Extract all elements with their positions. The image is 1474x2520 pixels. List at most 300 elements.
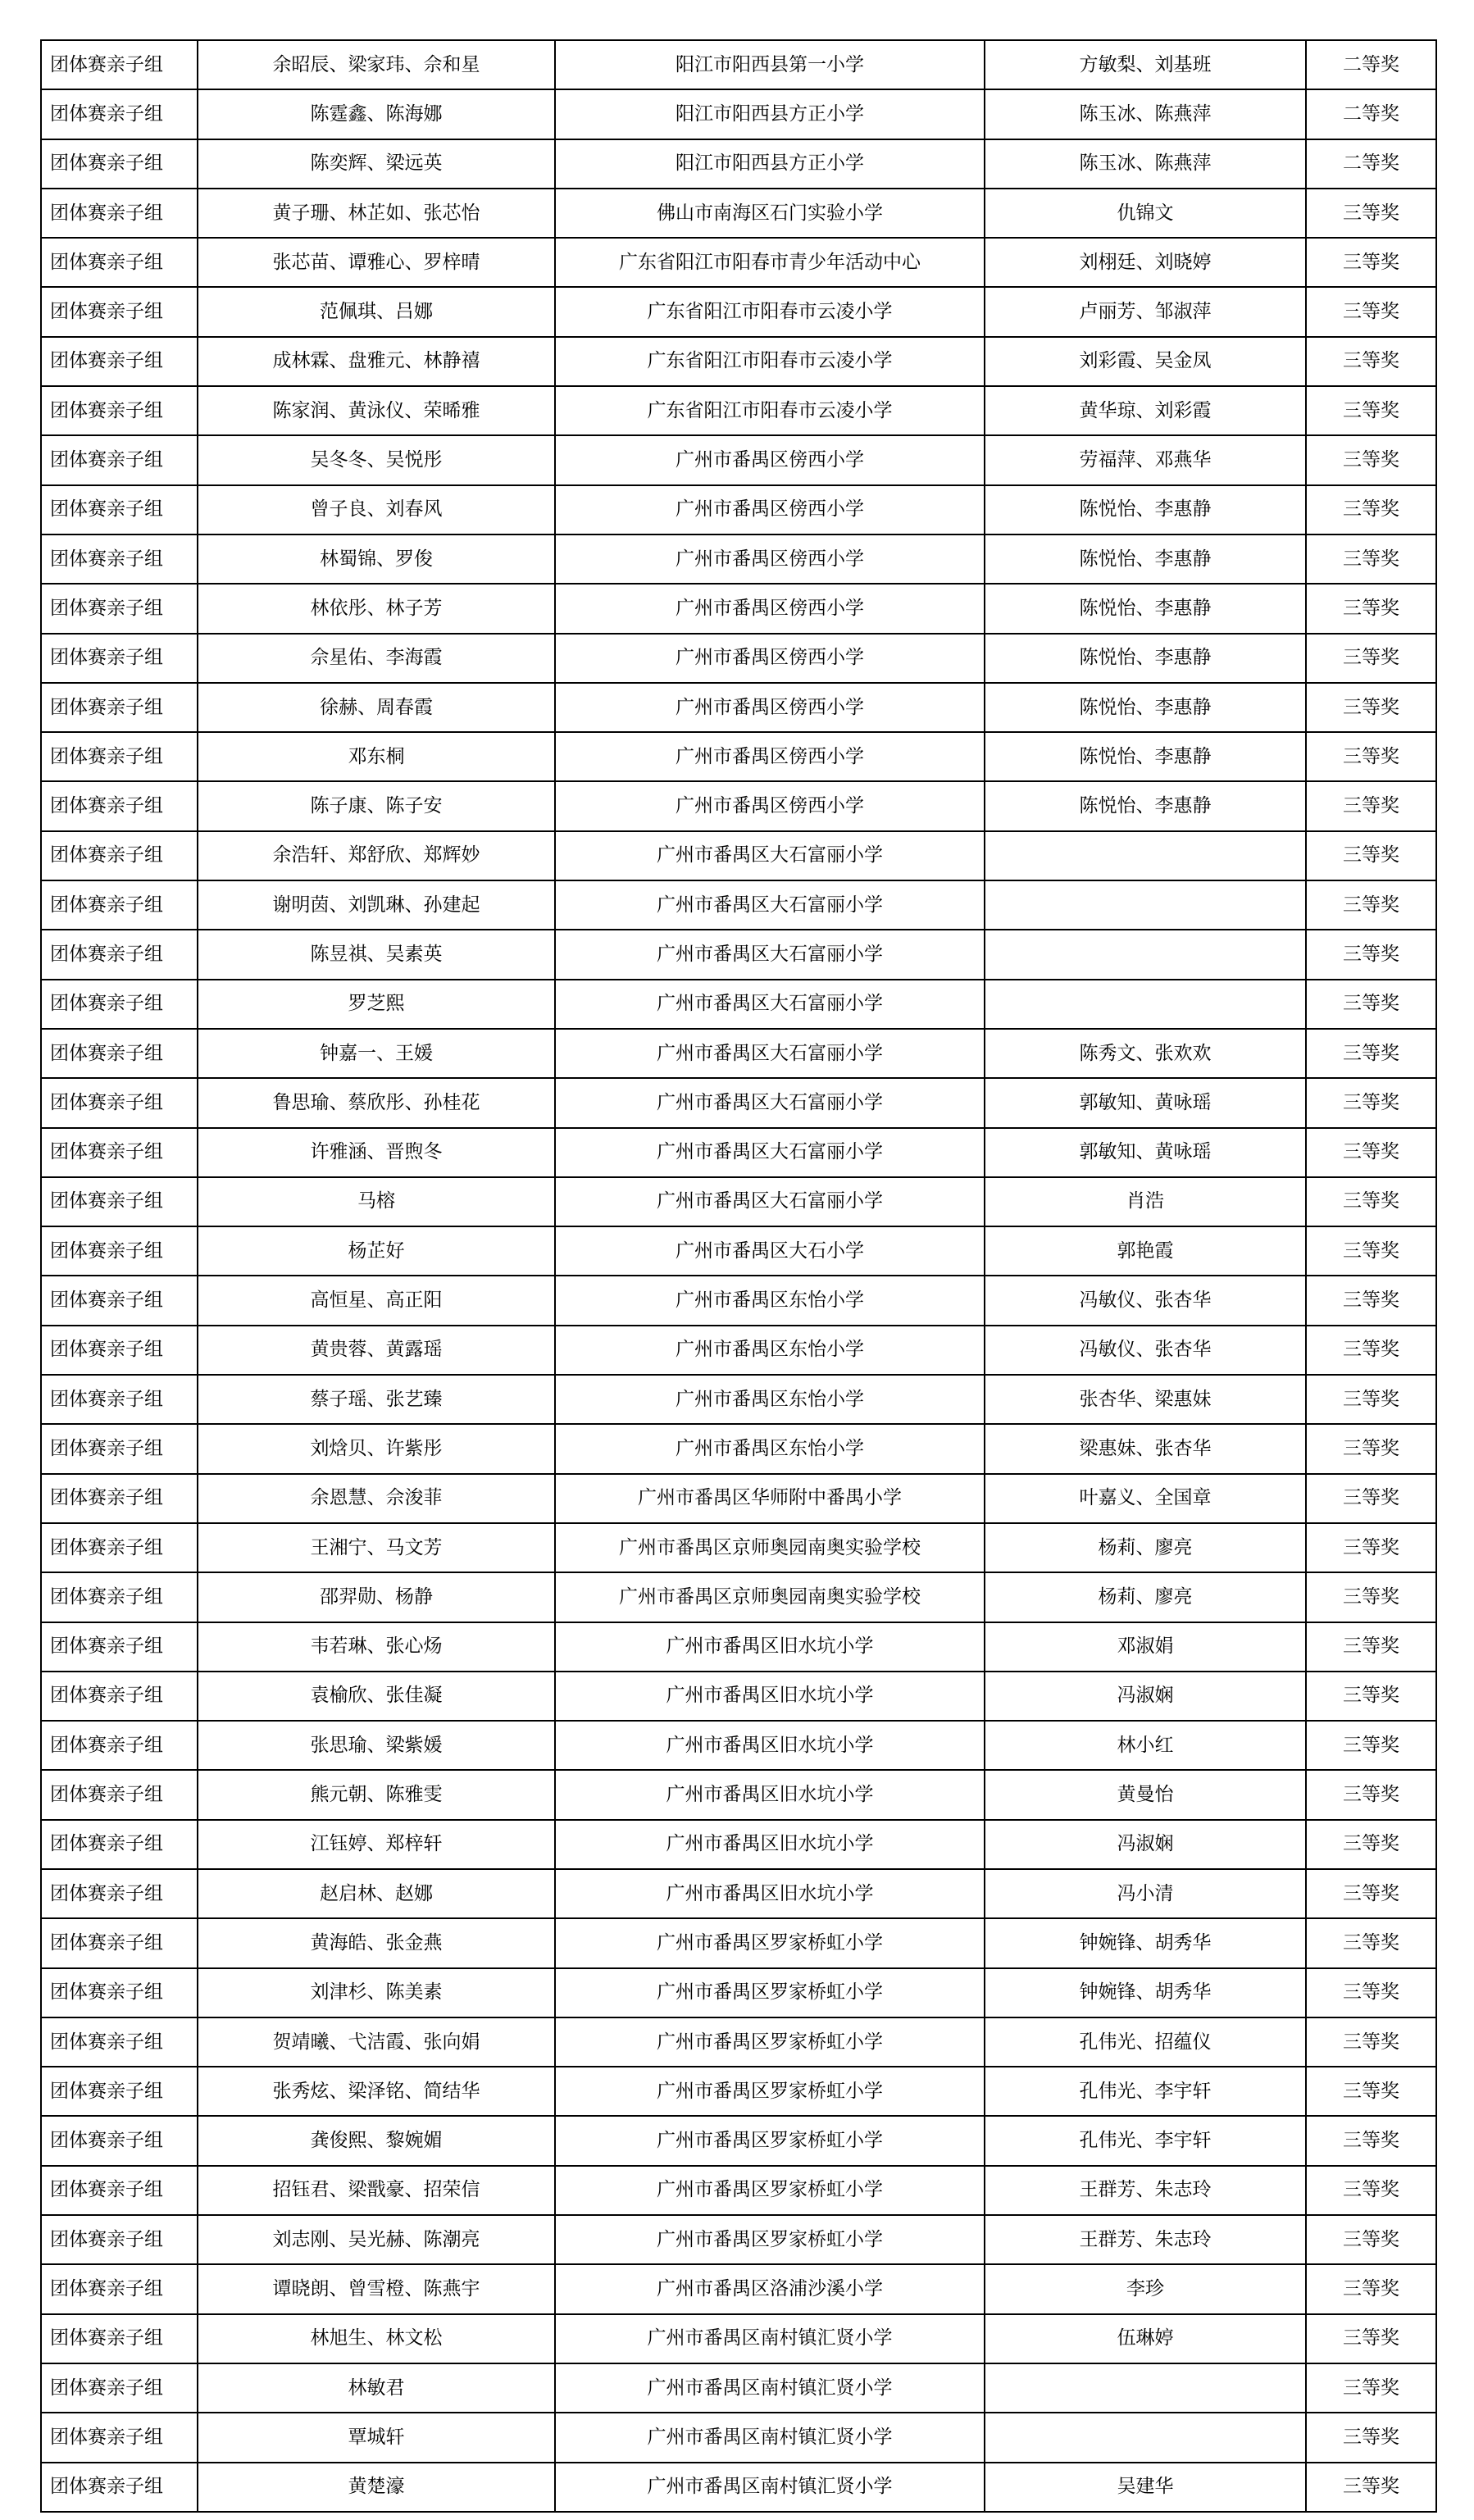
teacher-cell: 陈悦怡、李惠静: [985, 634, 1306, 683]
school-cell: 广州市番禺区洛浦沙溪小学: [555, 2264, 985, 2313]
teacher-cell: 冯淑娴: [985, 1672, 1306, 1721]
group-cell: 团体赛亲子组: [41, 1869, 198, 1918]
table-row: [41, 1375, 1436, 1424]
teacher-cell: [985, 930, 1306, 979]
school-cell: 广州市番禺区南村镇汇贤小学: [555, 2463, 985, 2512]
participants-cell: 熊元朝、陈雅雯: [198, 1770, 555, 1819]
table-row: [41, 2067, 1436, 2116]
school-cell: 广州市番禺区东怡小学: [555, 1375, 985, 1424]
award-cell: 三等奖: [1306, 1721, 1436, 1770]
participants-cell: 林依彤、林子芳: [198, 584, 555, 633]
participants-cell: 余恩慧、佘浚菲: [198, 1474, 555, 1523]
teacher-cell: 方敏梨、刘基班: [985, 40, 1306, 89]
award-cell: 三等奖: [1306, 1276, 1436, 1325]
school-cell: 广州市番禺区大石富丽小学: [555, 1078, 985, 1127]
teacher-cell: 梁惠妹、张杏华: [985, 1424, 1306, 1473]
group-cell: 团体赛亲子组: [41, 2215, 198, 2264]
teacher-cell: 冯小清: [985, 1869, 1306, 1918]
participants-cell: 鲁思瑜、蔡欣彤、孙桂花: [198, 1078, 555, 1127]
school-cell: 广州市番禺区东怡小学: [555, 1424, 985, 1473]
participants-cell: 杨芷好: [198, 1226, 555, 1276]
award-cell: 二等奖: [1306, 139, 1436, 189]
teacher-cell: 孔伟光、李宇轩: [985, 2067, 1306, 2116]
group-cell: 团体赛亲子组: [41, 2067, 198, 2116]
participants-cell: 陈奕辉、梁远英: [198, 139, 555, 189]
award-cell: 三等奖: [1306, 2314, 1436, 2363]
table-row: [41, 1622, 1436, 1672]
group-cell: 团体赛亲子组: [41, 683, 198, 732]
group-cell: 团体赛亲子组: [41, 485, 198, 534]
participants-cell: 韦若琳、张心炀: [198, 1622, 555, 1672]
award-cell: 三等奖: [1306, 189, 1436, 238]
award-cell: 三等奖: [1306, 732, 1436, 781]
teacher-cell: 陈悦怡、李惠静: [985, 534, 1306, 584]
teacher-cell: 陈悦怡、李惠静: [985, 683, 1306, 732]
participants-cell: 贺靖曦、弋洁霞、张向娟: [198, 2017, 555, 2067]
teacher-cell: 邓淑娟: [985, 1622, 1306, 1672]
school-cell: 广州市番禺区东怡小学: [555, 1326, 985, 1375]
school-cell: 广州市番禺区大石富丽小学: [555, 1128, 985, 1177]
table-row: [41, 2166, 1436, 2215]
school-cell: 广州市番禺区大石富丽小学: [555, 980, 985, 1029]
teacher-cell: [985, 831, 1306, 880]
table-row: [41, 980, 1436, 1029]
group-cell: 团体赛亲子组: [41, 2413, 198, 2462]
award-cell: 三等奖: [1306, 1622, 1436, 1672]
teacher-cell: 陈悦怡、李惠静: [985, 732, 1306, 781]
teacher-cell: 陈秀文、张欢欢: [985, 1029, 1306, 1078]
award-cell: 三等奖: [1306, 1523, 1436, 1572]
school-cell: 广州市番禺区大石富丽小学: [555, 880, 985, 930]
group-cell: 团体赛亲子组: [41, 1622, 198, 1672]
participants-cell: 谭晓朗、曾雪橙、陈燕宇: [198, 2264, 555, 2313]
table-row: [41, 337, 1436, 386]
teacher-cell: 钟婉锋、胡秀华: [985, 1918, 1306, 1967]
table-row: [41, 584, 1436, 633]
group-cell: 团体赛亲子组: [41, 2017, 198, 2067]
teacher-cell: 杨莉、廖亮: [985, 1572, 1306, 1622]
table-row: [41, 238, 1436, 287]
teacher-cell: 冯敏仪、张杏华: [985, 1276, 1306, 1325]
group-cell: 团体赛亲子组: [41, 1770, 198, 1819]
award-cell: 三等奖: [1306, 930, 1436, 979]
participants-cell: 林旭生、林文松: [198, 2314, 555, 2363]
school-cell: 佛山市南海区石门实验小学: [555, 189, 985, 238]
participants-cell: 王湘宁、马文芳: [198, 1523, 555, 1572]
group-cell: 团体赛亲子组: [41, 634, 198, 683]
school-cell: 广州市番禺区旧水坑小学: [555, 1869, 985, 1918]
school-cell: 广州市番禺区旧水坑小学: [555, 1820, 985, 1869]
participants-cell: 林敏君: [198, 2363, 555, 2413]
group-cell: 团体赛亲子组: [41, 1276, 198, 1325]
participants-cell: 黄楚濠: [198, 2463, 555, 2512]
group-cell: 团体赛亲子组: [41, 337, 198, 386]
table-row: [41, 781, 1436, 830]
teacher-cell: 李珍: [985, 2264, 1306, 2313]
teacher-cell: 林小红: [985, 1721, 1306, 1770]
group-cell: 团体赛亲子组: [41, 386, 198, 435]
participants-cell: 陈家润、黄泳仪、荣晞雅: [198, 386, 555, 435]
participants-cell: 覃城轩: [198, 2413, 555, 2462]
group-cell: 团体赛亲子组: [41, 40, 198, 89]
award-cell: 三等奖: [1306, 386, 1436, 435]
group-cell: 团体赛亲子组: [41, 2463, 198, 2512]
table-row: [41, 386, 1436, 435]
table-row: [41, 2314, 1436, 2363]
teacher-cell: 陈玉冰、陈燕萍: [985, 89, 1306, 139]
table-row: [41, 435, 1436, 484]
group-cell: 团体赛亲子组: [41, 1721, 198, 1770]
school-cell: 广州市番禺区傍西小学: [555, 732, 985, 781]
table-row: [41, 1770, 1436, 1819]
table-row: [41, 732, 1436, 781]
table-row: [41, 189, 1436, 238]
participants-cell: 邓东桐: [198, 732, 555, 781]
participants-cell: 黄贵蓉、黄露瑶: [198, 1326, 555, 1375]
table-row: [41, 1078, 1436, 1127]
table-row: [41, 534, 1436, 584]
school-cell: 广州市番禺区傍西小学: [555, 485, 985, 534]
participants-cell: 吴冬冬、吴悦彤: [198, 435, 555, 484]
group-cell: 团体赛亲子组: [41, 1226, 198, 1276]
school-cell: 广州市番禺区旧水坑小学: [555, 1721, 985, 1770]
group-cell: 团体赛亲子组: [41, 89, 198, 139]
school-cell: 广州市番禺区傍西小学: [555, 683, 985, 732]
school-cell: 广州市番禺区傍西小学: [555, 634, 985, 683]
participants-cell: 佘星佑、李海霞: [198, 634, 555, 683]
group-cell: 团体赛亲子组: [41, 930, 198, 979]
group-cell: 团体赛亲子组: [41, 1820, 198, 1869]
award-cell: 三等奖: [1306, 1128, 1436, 1177]
table-row: [41, 1128, 1436, 1177]
award-cell: 三等奖: [1306, 2363, 1436, 2413]
group-cell: 团体赛亲子组: [41, 435, 198, 484]
teacher-cell: 肖浩: [985, 1177, 1306, 1226]
school-cell: 广州市番禺区南村镇汇贤小学: [555, 2314, 985, 2363]
table-row: [41, 1820, 1436, 1869]
school-cell: 广东省阳江市阳春市云凌小学: [555, 287, 985, 336]
school-cell: 广州市番禺区大石富丽小学: [555, 1029, 985, 1078]
teacher-cell: [985, 2363, 1306, 2413]
award-table: [40, 39, 1437, 2513]
school-cell: 广州市番禺区罗家桥虹小学: [555, 2017, 985, 2067]
teacher-cell: 孔伟光、招蕴仪: [985, 2017, 1306, 2067]
teacher-cell: 黄曼怡: [985, 1770, 1306, 1819]
teacher-cell: 刘彩霞、吴金凤: [985, 337, 1306, 386]
award-cell: 三等奖: [1306, 584, 1436, 633]
group-cell: 团体赛亲子组: [41, 2363, 198, 2413]
school-cell: 广州市番禺区京师奥园南奥实验学校: [555, 1572, 985, 1622]
award-table-body: [41, 40, 1436, 2512]
school-cell: 广州市番禺区旧水坑小学: [555, 1672, 985, 1721]
teacher-cell: [985, 880, 1306, 930]
teacher-cell: 刘栩廷、刘晓婷: [985, 238, 1306, 287]
school-cell: 广州市番禺区傍西小学: [555, 781, 985, 830]
award-cell: 三等奖: [1306, 1375, 1436, 1424]
participants-cell: 范佩琪、吕娜: [198, 287, 555, 336]
group-cell: 团体赛亲子组: [41, 1375, 198, 1424]
table-row: [41, 40, 1436, 89]
table-row: [41, 880, 1436, 930]
award-cell: 三等奖: [1306, 980, 1436, 1029]
school-cell: 阳江市阳西县第一小学: [555, 40, 985, 89]
award-cell: 三等奖: [1306, 2166, 1436, 2215]
award-cell: 三等奖: [1306, 435, 1436, 484]
school-cell: 广州市番禺区大石富丽小学: [555, 831, 985, 880]
group-cell: 团体赛亲子组: [41, 584, 198, 633]
group-cell: 团体赛亲子组: [41, 980, 198, 1029]
participants-cell: 刘焓贝、许紫彤: [198, 1424, 555, 1473]
award-cell: 三等奖: [1306, 2017, 1436, 2067]
teacher-cell: 劳福萍、邓燕华: [985, 435, 1306, 484]
group-cell: 团体赛亲子组: [41, 139, 198, 189]
school-cell: 广州市番禺区罗家桥虹小学: [555, 2067, 985, 2116]
table-row: [41, 1672, 1436, 1721]
school-cell: 广州市番禺区罗家桥虹小学: [555, 1968, 985, 2017]
group-cell: 团体赛亲子组: [41, 1968, 198, 2017]
teacher-cell: 黄华琼、刘彩霞: [985, 386, 1306, 435]
table-row: [41, 634, 1436, 683]
participants-cell: 龚俊熙、黎婉媚: [198, 2116, 555, 2165]
group-cell: 团体赛亲子组: [41, 238, 198, 287]
school-cell: 广东省阳江市阳春市云凌小学: [555, 386, 985, 435]
school-cell: 广州市番禺区大石小学: [555, 1226, 985, 1276]
group-cell: 团体赛亲子组: [41, 1177, 198, 1226]
group-cell: 团体赛亲子组: [41, 1572, 198, 1622]
school-cell: 广州市番禺区傍西小学: [555, 584, 985, 633]
teacher-cell: 陈悦怡、李惠静: [985, 584, 1306, 633]
table-row: [41, 1326, 1436, 1375]
award-cell: 三等奖: [1306, 2413, 1436, 2462]
table-row: [41, 930, 1436, 979]
participants-cell: 罗芝熙: [198, 980, 555, 1029]
award-cell: 三等奖: [1306, 1918, 1436, 1967]
group-cell: 团体赛亲子组: [41, 2166, 198, 2215]
teacher-cell: 张杏华、梁惠妹: [985, 1375, 1306, 1424]
teacher-cell: 郭敏知、黄咏瑶: [985, 1078, 1306, 1127]
table-row: [41, 2017, 1436, 2067]
award-cell: 三等奖: [1306, 1474, 1436, 1523]
award-cell: 三等奖: [1306, 781, 1436, 830]
group-cell: 团体赛亲子组: [41, 1672, 198, 1721]
teacher-cell: [985, 2413, 1306, 2462]
participants-cell: 袁榆欣、张佳凝: [198, 1672, 555, 1721]
award-cell: 三等奖: [1306, 1177, 1436, 1226]
participants-cell: 陈昱祺、吴素英: [198, 930, 555, 979]
table-row: [41, 1474, 1436, 1523]
participants-cell: 谢明茵、刘凯琳、孙建起: [198, 880, 555, 930]
award-cell: 三等奖: [1306, 2463, 1436, 2512]
table-row: [41, 1721, 1436, 1770]
teacher-cell: 钟婉锋、胡秀华: [985, 1968, 1306, 2017]
table-row: [41, 2363, 1436, 2413]
teacher-cell: 陈悦怡、李惠静: [985, 485, 1306, 534]
group-cell: 团体赛亲子组: [41, 189, 198, 238]
table-row: [41, 831, 1436, 880]
teacher-cell: [985, 980, 1306, 1029]
award-cell: 三等奖: [1306, 1672, 1436, 1721]
participants-cell: 马榕: [198, 1177, 555, 1226]
school-cell: 广东省阳江市阳春市云凌小学: [555, 337, 985, 386]
award-cell: 三等奖: [1306, 1326, 1436, 1375]
award-cell: 三等奖: [1306, 1869, 1436, 1918]
school-cell: 广州市番禺区罗家桥虹小学: [555, 2166, 985, 2215]
table-row: [41, 2215, 1436, 2264]
table-row: [41, 2463, 1436, 2512]
table-row: [41, 1968, 1436, 2017]
teacher-cell: 陈悦怡、李惠静: [985, 781, 1306, 830]
award-cell: 三等奖: [1306, 485, 1436, 534]
participants-cell: 刘志刚、吴光赫、陈潮亮: [198, 2215, 555, 2264]
school-cell: 广州市番禺区罗家桥虹小学: [555, 1918, 985, 1967]
teacher-cell: 郭敏知、黄咏瑶: [985, 1128, 1306, 1177]
group-cell: 团体赛亲子组: [41, 287, 198, 336]
school-cell: 广州市番禺区罗家桥虹小学: [555, 2116, 985, 2165]
teacher-cell: 吴建华: [985, 2463, 1306, 2512]
group-cell: 团体赛亲子组: [41, 781, 198, 830]
table-row: [41, 1177, 1436, 1226]
participants-cell: 陈子康、陈子安: [198, 781, 555, 830]
group-cell: 团体赛亲子组: [41, 1918, 198, 1967]
teacher-cell: 杨莉、廖亮: [985, 1523, 1306, 1572]
award-cell: 三等奖: [1306, 634, 1436, 683]
group-cell: 团体赛亲子组: [41, 880, 198, 930]
table-row: [41, 139, 1436, 189]
teacher-cell: 冯淑娴: [985, 1820, 1306, 1869]
table-row: [41, 287, 1436, 336]
group-cell: 团体赛亲子组: [41, 534, 198, 584]
school-cell: 广州市番禺区南村镇汇贤小学: [555, 2363, 985, 2413]
award-cell: 三等奖: [1306, 238, 1436, 287]
teacher-cell: 孔伟光、李宇轩: [985, 2116, 1306, 2165]
award-cell: 三等奖: [1306, 2264, 1436, 2313]
group-cell: 团体赛亲子组: [41, 1474, 198, 1523]
participants-cell: 许雅涵、晋煦冬: [198, 1128, 555, 1177]
award-cell: 三等奖: [1306, 2067, 1436, 2116]
award-cell: 三等奖: [1306, 1424, 1436, 1473]
group-cell: 团体赛亲子组: [41, 732, 198, 781]
participants-cell: 陈霆鑫、陈海娜: [198, 89, 555, 139]
participants-cell: 林蜀锦、罗俊: [198, 534, 555, 584]
teacher-cell: 郭艳霞: [985, 1226, 1306, 1276]
teacher-cell: 卢丽芳、邹淑萍: [985, 287, 1306, 336]
school-cell: 阳江市阳西县方正小学: [555, 139, 985, 189]
group-cell: 团体赛亲子组: [41, 1523, 198, 1572]
participants-cell: 张思瑜、梁紫媛: [198, 1721, 555, 1770]
teacher-cell: 伍琳婷: [985, 2314, 1306, 2363]
group-cell: 团体赛亲子组: [41, 2314, 198, 2363]
award-cell: 三等奖: [1306, 1820, 1436, 1869]
award-cell: 三等奖: [1306, 1226, 1436, 1276]
table-row: [41, 1276, 1436, 1325]
group-cell: 团体赛亲子组: [41, 1424, 198, 1473]
table-row: [41, 89, 1436, 139]
award-cell: 三等奖: [1306, 1968, 1436, 2017]
participants-cell: 刘津杉、陈美素: [198, 1968, 555, 2017]
school-cell: 广州市番禺区傍西小学: [555, 534, 985, 584]
award-cell: 三等奖: [1306, 2116, 1436, 2165]
teacher-cell: 冯敏仪、张杏华: [985, 1326, 1306, 1375]
teacher-cell: 叶嘉义、全国章: [985, 1474, 1306, 1523]
group-cell: 团体赛亲子组: [41, 1078, 198, 1127]
school-cell: 广州市番禺区大石富丽小学: [555, 1177, 985, 1226]
award-cell: 三等奖: [1306, 337, 1436, 386]
award-cell: 三等奖: [1306, 287, 1436, 336]
participants-cell: 张芯苗、谭雅心、罗梓晴: [198, 238, 555, 287]
participants-cell: 江钰婷、郑梓轩: [198, 1820, 555, 1869]
table-row: [41, 1424, 1436, 1473]
school-cell: 广州市番禺区东怡小学: [555, 1276, 985, 1325]
participants-cell: 黄子珊、林芷如、张芯怡: [198, 189, 555, 238]
group-cell: 团体赛亲子组: [41, 1029, 198, 1078]
participants-cell: 赵启林、赵娜: [198, 1869, 555, 1918]
participants-cell: 徐赫、周春霞: [198, 683, 555, 732]
school-cell: 广东省阳江市阳春市青少年活动中心: [555, 238, 985, 287]
school-cell: 广州市番禺区华师附中番禺小学: [555, 1474, 985, 1523]
school-cell: 广州市番禺区傍西小学: [555, 435, 985, 484]
participants-cell: 蔡子瑶、张艺臻: [198, 1375, 555, 1424]
award-cell: 二等奖: [1306, 40, 1436, 89]
participants-cell: 邵羿勋、杨静: [198, 1572, 555, 1622]
table-row: [41, 2413, 1436, 2462]
participants-cell: 曾子良、刘春风: [198, 485, 555, 534]
table-row: [41, 2264, 1436, 2313]
participants-cell: 黄海皓、张金燕: [198, 1918, 555, 1967]
award-cell: 三等奖: [1306, 2215, 1436, 2264]
table-row: [41, 683, 1436, 732]
award-cell: 三等奖: [1306, 1572, 1436, 1622]
participants-cell: 高恒星、高正阳: [198, 1276, 555, 1325]
award-cell: 二等奖: [1306, 89, 1436, 139]
group-cell: 团体赛亲子组: [41, 831, 198, 880]
table-row: [41, 485, 1436, 534]
participants-cell: 钟嘉一、王媛: [198, 1029, 555, 1078]
group-cell: 团体赛亲子组: [41, 1128, 198, 1177]
participants-cell: 成林霖、盘雅元、林静禧: [198, 337, 555, 386]
participants-cell: 余昭辰、梁家玮、佘和星: [198, 40, 555, 89]
teacher-cell: 仇锦文: [985, 189, 1306, 238]
award-cell: 三等奖: [1306, 534, 1436, 584]
teacher-cell: 王群芳、朱志玲: [985, 2166, 1306, 2215]
table-row: [41, 1523, 1436, 1572]
table-row: [41, 1226, 1436, 1276]
table-row: [41, 1029, 1436, 1078]
table-row: [41, 2116, 1436, 2165]
table-row: [41, 1918, 1436, 1967]
participants-cell: 余浩轩、郑舒欣、郑辉妙: [198, 831, 555, 880]
award-cell: 三等奖: [1306, 1770, 1436, 1819]
school-cell: 阳江市阳西县方正小学: [555, 89, 985, 139]
award-cell: 三等奖: [1306, 1078, 1436, 1127]
award-cell: 三等奖: [1306, 831, 1436, 880]
award-cell: 三等奖: [1306, 683, 1436, 732]
school-cell: 广州市番禺区南村镇汇贤小学: [555, 2413, 985, 2462]
group-cell: 团体赛亲子组: [41, 1326, 198, 1375]
table-row: [41, 1572, 1436, 1622]
school-cell: 广州市番禺区罗家桥虹小学: [555, 2215, 985, 2264]
school-cell: 广州市番禺区旧水坑小学: [555, 1770, 985, 1819]
award-cell: 三等奖: [1306, 880, 1436, 930]
participants-cell: 招钰君、梁戬豪、招荣信: [198, 2166, 555, 2215]
group-cell: 团体赛亲子组: [41, 2116, 198, 2165]
group-cell: 团体赛亲子组: [41, 2264, 198, 2313]
teacher-cell: 陈玉冰、陈燕萍: [985, 139, 1306, 189]
school-cell: 广州市番禺区京师奥园南奥实验学校: [555, 1523, 985, 1572]
participants-cell: 张秀炫、梁泽铭、简结华: [198, 2067, 555, 2116]
teacher-cell: 王群芳、朱志玲: [985, 2215, 1306, 2264]
school-cell: 广州市番禺区旧水坑小学: [555, 1622, 985, 1672]
table-row: [41, 1869, 1436, 1918]
